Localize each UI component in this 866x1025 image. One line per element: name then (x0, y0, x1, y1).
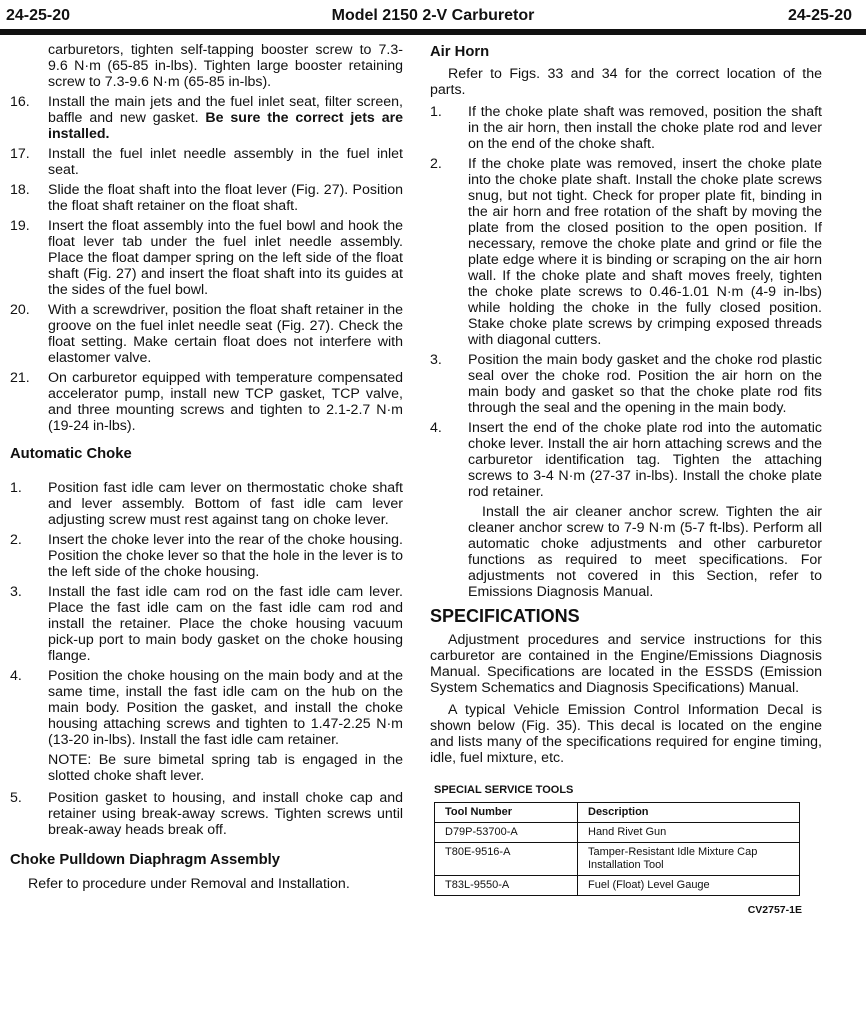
step-number: 2. (10, 532, 22, 548)
step-text: Install the main jets and the fuel inlet seat, filter screen, baffle and new gasket. (48, 94, 403, 126)
step-warning: Be sure the correct jets are installed. (48, 110, 403, 142)
step-number: 20. (10, 302, 30, 318)
step-21 (10, 370, 403, 434)
tool-number: T80E-9516-A (435, 843, 578, 876)
step-text: Insert the choke lever into the rear of the choke housing. Position the choke lever so that the hole in the lever is to the left side of the choke housing. (48, 532, 403, 580)
header-rule (0, 29, 866, 35)
column-header: Tool Number (435, 803, 578, 823)
automatic-choke-heading: Automatic Choke (10, 446, 132, 462)
page-header (6, 4, 860, 28)
air-horn-step-3 (430, 352, 822, 416)
step-number: 17. (10, 146, 30, 162)
tool-number: T83L-9550-A (435, 876, 578, 896)
tool-description: Hand Rivet Gun (578, 823, 800, 843)
step-number: 4. (430, 420, 442, 436)
pulldown-heading: Choke Pulldown Diaphragm Assembly (10, 852, 280, 868)
step-text: Install the fuel inlet needle assembly in the fuel inlet seat. (48, 146, 403, 178)
step-number: 4. (10, 668, 22, 684)
step-number: 16. (10, 94, 30, 110)
step-16 (10, 94, 403, 142)
figure-reference: CV2757-1E (747, 904, 802, 916)
air-horn-intro: Refer to Figs. 33 and 34 for the correct location of the parts. (430, 66, 822, 98)
air-horn-step-1 (430, 104, 822, 152)
step-number: 2. (430, 156, 442, 172)
step-text: Position gasket to housing, and install choke cap and retainer using break-away screws. Tighten screws until break-away heads break off. (48, 790, 403, 838)
step-number: 21. (10, 370, 30, 386)
pulldown-text: Refer to procedure under Removal and Installation. (28, 876, 350, 892)
air-cleaner-paragraph: Install the air cleaner anchor screw. Tighten the air cleaner anchor screw to 7-9 N·m (5-7 ft-lbs). Perform all automatic choke adjustments and other carburetor functions as required to meet specifications. For adjustments not covered in this Section, refer to Emissions Diagnosis Manual. (468, 504, 822, 600)
column-header: Description (578, 803, 800, 823)
tool-description: Tamper-Resistant Idle Mixture Cap Installation Tool (578, 843, 800, 876)
step-text: If the choke plate shaft was removed, position the shaft in the air horn, then install the choke plate rod and lever on the end of the choke shaft. (468, 104, 822, 152)
table-row (435, 823, 800, 843)
step-number: 5. (10, 790, 22, 806)
step-text: On carburetor equipped with temperature compensated accelerator pump, install new TCP gasket, TCP valve, and three mounting screws and tighten to 2.1-2.7 N·m (19-24 in-lbs). (48, 370, 403, 434)
step-number: 3. (10, 584, 22, 600)
tool-number: D79P-53700-A (435, 823, 578, 843)
step-text: If the choke plate was removed, insert the choke plate into the choke plate shaft. Install the choke plate screws snug, but not tight. Check for proper plate fit, binding in the air horn and free rotation of the shaft by moving the plate from the closed position to the open position. If necessary, remove the choke plate and grind or file the plate edge where it is binding or scraping on the air horn wall. If the choke plate and shaft moves freely, tighten the choke plate screws to 0.46-1.01 N·m (4-9 in-lbs) while holding the choke in the fully closed position. Stake choke plate screws by crimping exposed threads with diagonal cutters. (468, 156, 822, 348)
tool-description: Fuel (Float) Level Gauge (578, 876, 800, 896)
table-row (435, 843, 800, 876)
air-horn-step-4 (430, 420, 822, 500)
header-section-left: 24-25-20 (6, 7, 71, 24)
continued-step-text: carburetors, tighten self-tapping booster screw to 7.3-9.6 N·m (65-85 in-lbs). Tighten large booster retaining screw to 7.3-9.6 N·m (65-85 in-lbs). (48, 42, 403, 90)
bimetal-note: NOTE: Be sure bimetal spring tab is engaged in the slotted choke shaft lever. (48, 752, 403, 784)
air-horn-heading: Air Horn (430, 44, 490, 60)
specifications-heading: SPECIFICATIONS (430, 606, 580, 626)
step-18 (10, 182, 403, 214)
step-19 (10, 218, 403, 298)
step-text: Slide the float shaft into the float lever (Fig. 27). Position the float shaft retainer on the float shaft. (48, 182, 403, 214)
table-row (435, 876, 800, 896)
table-header-row (435, 803, 800, 823)
step-number: 18. (10, 182, 30, 198)
step-20 (10, 302, 403, 366)
tools-caption: SPECIAL SERVICE TOOLS (434, 784, 574, 796)
step-number: 1. (10, 480, 22, 496)
specifications-paragraph-2: A typical Vehicle Emission Control Information Decal is shown below (Fig. 35). This decal is located on the engine and lists many of the specifications required for engine timing, idle, fuel mixture, etc. (430, 702, 822, 766)
right-column (430, 42, 822, 918)
step-number: 19. (10, 218, 30, 234)
choke-step-4 (10, 668, 403, 748)
step-text: Position the choke housing on the main body and at the same time, install the fast idle cam on the hub on the main body. Position the gasket, and install the choke housing attaching screws and tighten to 1.47-2.25 N·m (13-20 in-lbs). Install the fast idle cam retainer. (48, 668, 403, 748)
step-text: Position fast idle cam lever on thermostatic choke shaft and lever assembly. Bottom of fast idle cam lever adjusting screw must rest against tang on choke lever. (48, 480, 403, 528)
header-title: Model 2150 2-V Carburetor (331, 7, 535, 24)
choke-step-5 (10, 790, 403, 838)
air-horn-step-2 (430, 156, 822, 348)
step-text: Insert the float assembly into the fuel bowl and hook the float lever tab under the fuel inlet needle assembly. Place the float damper spring on the left side of the float shaft (Fig. 27) and insert the float shaft into its guides at the sides of the fuel bowl. (48, 218, 403, 298)
choke-step-2 (10, 532, 403, 580)
choke-step-3 (10, 584, 403, 664)
step-17 (10, 146, 403, 178)
step-number: 3. (430, 352, 442, 368)
left-column (10, 42, 403, 898)
continued-step (10, 42, 403, 90)
step-text: Position the main body gasket and the choke rod plastic seal over the choke rod. Position the air horn on the main body and gasket so that the choke plate rod fits through the seal and the opening in the main body. (468, 352, 822, 416)
choke-step-1 (10, 480, 403, 528)
specifications-paragraph-1: Adjustment procedures and service instructions for this carburetor are contained in the Engine/Emissions Diagnosis Manual. Specifications are located in the ESSDS (Emission System Schematics and Diagnosis Specifications) Manual. (430, 632, 822, 696)
step-number: 1. (430, 104, 442, 120)
step-text: With a screwdriver, position the float shaft retainer in the groove on the fuel inlet needle seat (Fig. 27). Check the float setting. Make certain float does not interfere with elastomer valve. (48, 302, 403, 366)
special-service-tools-table (434, 802, 800, 896)
step-text: Insert the end of the choke plate rod into the automatic choke lever. Install the air horn attaching screws and the carburetor identification tag. Tighten the attaching screws to 3-4 N·m (27-37 in-lbs). Install the choke plate rod retainer. (468, 420, 822, 500)
header-section-right: 24-25-20 (787, 7, 852, 24)
step-text: Install the fast idle cam rod on the fast idle cam lever. Place the fast idle cam on the fast idle cam rod and install the retainer. Place the choke housing vacuum pick-up port to main body gasket on the choke housing flange. (48, 584, 403, 664)
